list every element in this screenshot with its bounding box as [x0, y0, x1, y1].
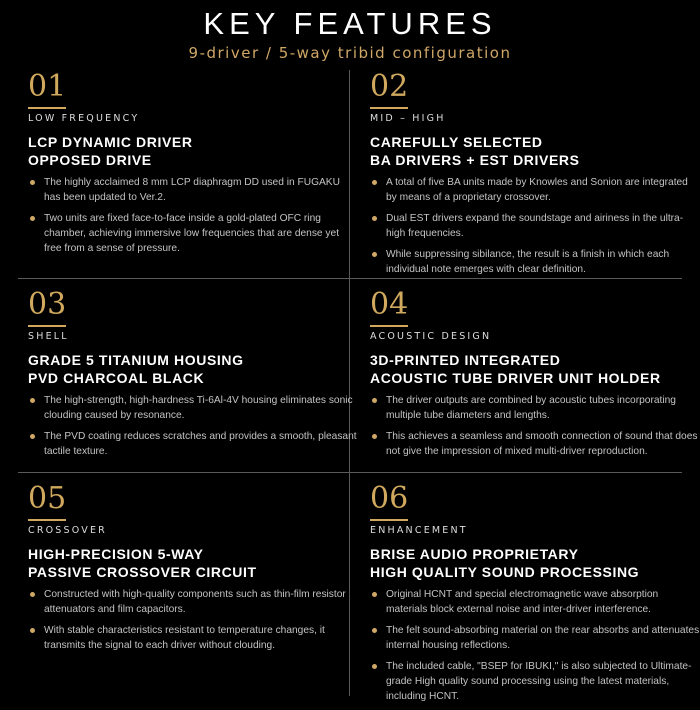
feature-heading — [370, 133, 700, 169]
bullet-dot-icon — [372, 434, 377, 439]
number-underline — [370, 519, 408, 521]
bullet-text: The felt sound-absorbing material on the rear absorbs and attenuates internal housing reflections. — [386, 625, 700, 651]
bullet-item — [28, 623, 358, 653]
feature-card-04 — [370, 287, 700, 465]
feature-number: 05 — [28, 481, 67, 516]
feature-number: 04 — [370, 287, 409, 322]
feature-number: 02 — [370, 69, 409, 104]
feature-heading — [28, 351, 358, 387]
bullet-dot-icon — [30, 216, 35, 221]
feature-card-02 — [370, 69, 700, 283]
feature-heading-line: HIGH QUALITY SOUND PROCESSING — [370, 564, 640, 580]
feature-heading — [28, 133, 358, 169]
feature-heading-line: CAREFULLY SELECTED — [370, 134, 543, 150]
bullet-item — [370, 623, 700, 653]
bullet-text: Original HCNT and special electromagnetic wave absorption materials block external noise and inter-driver interference. — [386, 589, 659, 615]
bullet-text: While suppressing sibilance, the result is a finish in which each individual note emerges with clear definition. — [386, 249, 670, 275]
feature-heading-line: OPPOSED DRIVE — [28, 152, 152, 168]
bullet-text: The high-strength, high-hardness Ti-6Al-4V housing eliminates sonic clouding caused by resonance. — [44, 395, 353, 421]
feature-heading-line: ACOUSTIC TUBE DRIVER UNIT HOLDER — [370, 370, 661, 386]
bullet-item — [370, 247, 700, 277]
feature-category: ENHANCEMENT — [370, 525, 468, 536]
bullet-dot-icon — [30, 398, 35, 403]
bullet-text: Two units are fixed face-to-face inside a gold-plated OFC ring chamber, achieving immersive low frequencies that are dense yet free from a sense of pressure. — [44, 213, 340, 254]
feature-heading — [370, 351, 700, 387]
bullet-dot-icon — [372, 398, 377, 403]
feature-card-06 — [370, 481, 700, 710]
feature-heading-line: PASSIVE CROSSOVER CIRCUIT — [28, 564, 257, 580]
bullet-dot-icon — [372, 628, 377, 633]
bullet-item — [370, 211, 700, 241]
bullet-dot-icon — [372, 216, 377, 221]
feature-heading — [370, 545, 700, 581]
bullet-item — [370, 659, 700, 704]
feature-category: MID – HIGH — [370, 113, 446, 124]
feature-number: 06 — [370, 481, 409, 516]
feature-number: 03 — [28, 287, 67, 322]
feature-heading — [28, 545, 358, 581]
bullet-dot-icon — [372, 252, 377, 257]
feature-card-05 — [28, 481, 358, 659]
bullet-item — [28, 393, 358, 423]
feature-category: SHELL — [28, 331, 69, 342]
feature-heading-line: LCP DYNAMIC DRIVER — [28, 134, 193, 150]
bullet-dot-icon — [30, 180, 35, 185]
feature-bullets — [28, 175, 358, 256]
bullet-item — [28, 211, 358, 256]
bullet-dot-icon — [372, 664, 377, 669]
bullet-item — [28, 587, 358, 617]
feature-heading-line: BA DRIVERS + EST DRIVERS — [370, 152, 580, 168]
bullet-dot-icon — [30, 592, 35, 597]
bullet-text: Constructed with high-quality components such as thin-film resistor attenuators and film capacitors. — [44, 589, 346, 615]
feature-heading-line: 3D-PRINTED INTEGRATED — [370, 352, 561, 368]
feature-heading-line: BRISE AUDIO PROPRIETARY — [370, 546, 579, 562]
page-subtitle: 9-driver / 5-way tribid configuration — [188, 44, 512, 62]
page-title: KEY FEATURES — [203, 6, 497, 41]
feature-bullets — [370, 175, 700, 277]
number-underline — [28, 325, 66, 327]
bullet-dot-icon — [30, 434, 35, 439]
row-divider-2 — [18, 472, 682, 473]
bullet-item — [370, 429, 700, 459]
number-underline — [370, 107, 408, 109]
bullet-item — [370, 393, 700, 423]
bullet-text: The PVD coating reduces scratches and provides a smooth, pleasant tactile texture. — [44, 431, 357, 457]
feature-category: CROSSOVER — [28, 525, 107, 536]
number-underline — [28, 519, 66, 521]
feature-heading-line: PVD CHARCOAL BLACK — [28, 370, 205, 386]
feature-bullets — [370, 393, 700, 459]
feature-bullets — [28, 587, 358, 653]
number-underline — [370, 325, 408, 327]
feature-bullets — [370, 587, 700, 704]
bullet-dot-icon — [372, 592, 377, 597]
bullet-item — [28, 429, 358, 459]
bullet-text: The highly acclaimed 8 mm LCP diaphragm DD used in FUGAKU has been updated to Ver.2. — [44, 177, 340, 203]
bullet-text: A total of five BA units made by Knowles and Sonion are integrated by means of a proprietary crossover. — [386, 177, 688, 203]
bullet-item — [370, 175, 700, 205]
feature-card-03 — [28, 287, 358, 465]
bullet-dot-icon — [372, 180, 377, 185]
bullet-text: With stable characteristics resistant to temperature changes, it transmits the signal to each driver without clouding. — [44, 625, 325, 651]
bullet-text: The driver outputs are combined by acoustic tubes incorporating multiple tube diameters and lengths. — [386, 395, 676, 421]
feature-card-01 — [28, 69, 358, 262]
feature-bullets — [28, 393, 358, 459]
feature-heading-line: GRADE 5 TITANIUM HOUSING — [28, 352, 244, 368]
bullet-dot-icon — [30, 628, 35, 633]
bullet-text: Dual EST drivers expand the soundstage and airiness in the ultra-high frequencies. — [386, 213, 684, 239]
bullet-text: This achieves a seamless and smooth connection of sound that does not give the impression of mixed multi-driver reproduction. — [386, 431, 698, 457]
feature-number: 01 — [28, 69, 67, 104]
feature-category: ACOUSTIC DESIGN — [370, 331, 492, 342]
feature-heading-line: HIGH-PRECISION 5-WAY — [28, 546, 204, 562]
bullet-item — [370, 587, 700, 617]
bullet-item — [28, 175, 358, 205]
bullet-text: The included cable, "BSEP for IBUKI," is also subjected to Ultimate-grade High quality sound processing using the latest materials, including HCNT. — [386, 661, 692, 702]
number-underline — [28, 107, 66, 109]
feature-category: LOW FREQUENCY — [28, 113, 140, 124]
